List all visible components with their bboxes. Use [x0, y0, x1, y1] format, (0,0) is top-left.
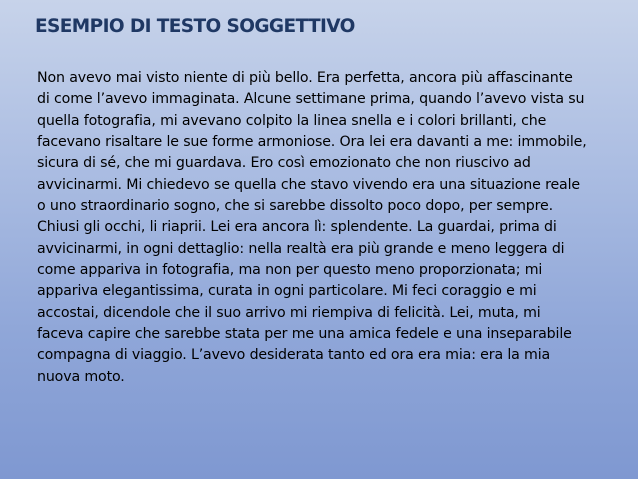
- paragraph-line: o uno straordinario sogno, che si sarebbe dissolto poco dopo, per sempre.: [37, 198, 553, 215]
- body-paragraph: [37, 68, 612, 388]
- paragraph-line: nuova moto.: [37, 368, 125, 385]
- paragraph-line: Non avevo mai visto niente di più bello. Era perfetta, ancora più affascinante: [37, 70, 573, 86]
- paragraph-line: faceva capire che sarebbe stata per me una amica fedele e una inseparabile: [37, 326, 572, 343]
- paragraph-line: di come l’avevo immaginata. Alcune settimane prima, quando l’avevo vista su: [37, 91, 585, 108]
- paragraph-line: Chiusi gli occhi, li riaprii. Lei era ancora lì: splendente. La guardai, prima di: [37, 219, 557, 236]
- paragraph-line: compagna di viaggio. L’avevo desiderata tanto ed ora era mia: era la mia: [37, 347, 551, 364]
- paragraph-line: come appariva in fotografia, ma non per questo meno proporzionata; mi: [37, 262, 543, 279]
- paragraph-line: avvicinarmi, in ogni dettaglio: nella realtà era più grande e meno leggera di: [37, 240, 565, 257]
- paragraph-line: quella fotografia, mi avevano colpito la linea snella e i colori brillanti, che: [37, 112, 547, 129]
- paragraph-line: appariva elegantissima, curata in ogni particolare. Mi feci coraggio e mi: [37, 283, 537, 300]
- paragraph-line: avvicinarmi. Mi chiedevo se quella che stavo vivendo era una situazione reale: [37, 176, 580, 193]
- slide-title: ESEMPIO DI TESTO SOGGETTIVO: [35, 16, 355, 37]
- paragraph-line: accostai, dicendole che il suo arrivo mi riempiva di felicità. Lei, muta, mi: [37, 304, 541, 321]
- paragraph-line: sicura di sé, che mi guardava. Ero così emozionato che non riuscivo ad: [37, 155, 531, 172]
- paragraph-line: facevano risaltare le sue forme armoniose. Ora lei era davanti a me: immobile,: [37, 134, 587, 151]
